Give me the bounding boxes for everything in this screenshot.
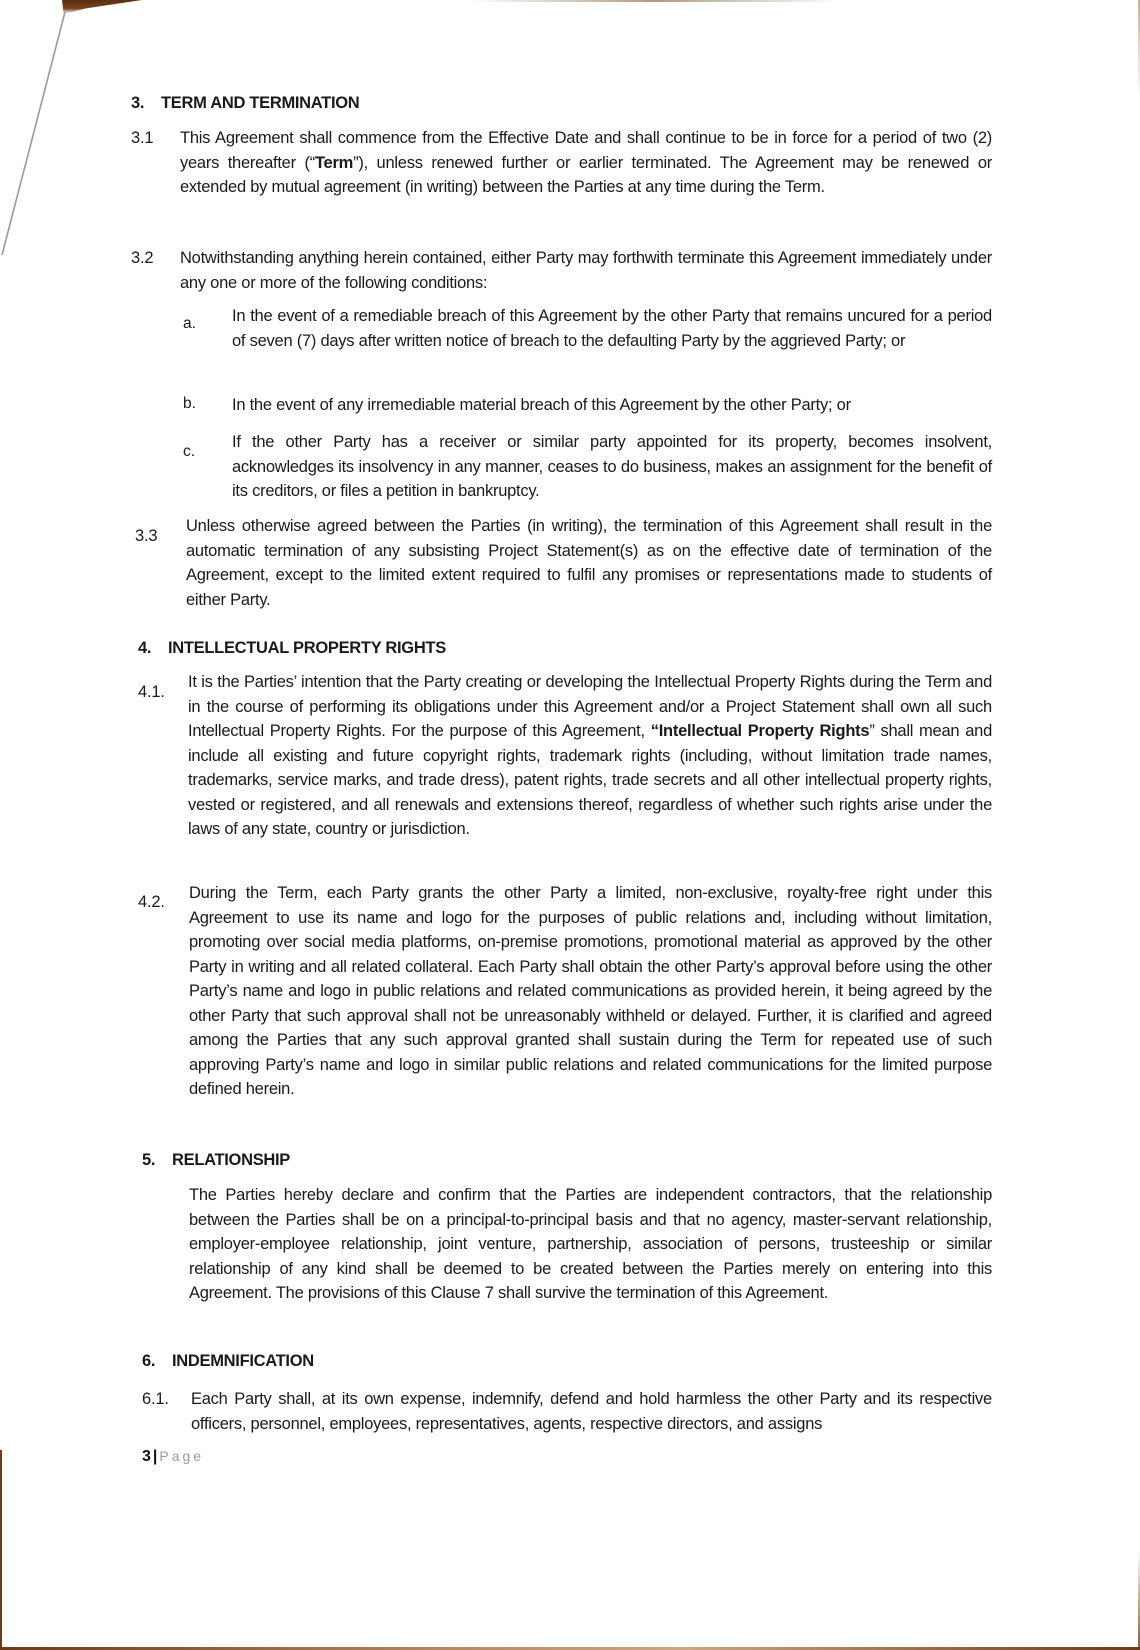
- clause-4-1: [188, 670, 992, 842]
- section-number: 4.: [138, 639, 152, 657]
- subclause-letter: c.: [183, 443, 196, 460]
- clause-3-2: Notwithstanding anything herein contained, either Party may forthwith terminate this Agreement immediately under any one or more of the following conditions:: [180, 249, 992, 292]
- subclause-c: If the other Party has a receiver or similar party appointed for its property, becomes insolvent, acknowledges its insolvency in any manner, ceases to do business, makes an assignment for the benefit of its creditors, or files a petition in bankruptcy.: [232, 433, 992, 500]
- clause-number: 3.2: [131, 249, 154, 267]
- clause-number: 4.1.: [138, 683, 165, 701]
- page-separator: |: [152, 1448, 158, 1465]
- section-heading-term-and-termination: [131, 94, 359, 113]
- paper-top-edge: [470, 0, 840, 2]
- section-number: 6.: [142, 1352, 156, 1370]
- paper-left-edge: [0, 1450, 2, 1650]
- page-label: Page: [159, 1448, 205, 1464]
- clause-number: 3.1: [131, 129, 154, 147]
- clause-text: ”), unless renewed further or earlier terminated. The Agreement may be renewed or extended by mutual agreement (in writing) between the Parties at any time during the Term.: [180, 153, 992, 196]
- section-title: INDEMNIFICATION: [172, 1352, 314, 1370]
- defined-term: “Intellectual Property Rights: [650, 722, 870, 740]
- section-title: TERM AND TERMINATION: [161, 94, 360, 112]
- section-title: INTELLECTUAL PROPERTY RIGHTS: [168, 639, 446, 657]
- section-number: 3.: [131, 94, 145, 112]
- clause-number: 6.1.: [142, 1390, 169, 1408]
- page-number: 3: [142, 1448, 151, 1465]
- clause-number: 3.3: [135, 527, 158, 545]
- clause-6-1: Each Party shall, at its own expense, indemnify, defend and hold harmless the other Party and its respective officers, personnel, employees, representatives, agents, respective directors, and assigns: [191, 1390, 992, 1433]
- section-title: RELATIONSHIP: [172, 1151, 291, 1169]
- clause-text: It is the Parties’ intention that the Party creating or developing the Intellectual Property Rights during the Term and in the course of performing its obligations under this Agreement and/or a Project Statement shall own all such Intellectual Property Rights. For the purpose of this Agreement,: [188, 673, 992, 740]
- clause-3-3: Unless otherwise agreed between the Parties (in writing), the termination of this Agreement shall result in the automatic termination of any subsisting Project Statement(s) as on the effective date of termination of the Agreement, except to the limited extent required to fulfil any promises or representations made to students of either Party.: [186, 517, 992, 609]
- section-heading-relationship: [142, 1151, 290, 1170]
- clause-3-1: [180, 126, 992, 200]
- section-heading-intellectual-property-rights: [138, 639, 446, 658]
- subclause-a: In the event of a remediable breach of this Agreement by the other Party that remains uncured for a period of seven (7) days after written notice of breach to the defaulting Party by the aggrieved Party; or: [232, 307, 992, 350]
- page-footer: [142, 1448, 204, 1466]
- subclause-letter: a.: [183, 315, 196, 332]
- paper-corner-shadow: [62, 0, 142, 14]
- clause-4-2: During the Term, each Party grants the other Party a limited, non-exclusive, royalty-free right under this Agreement to use its name and logo for the purposes of public relations and, including without limitation, promoting over social media platforms, on-premise promotions, promotional material as approved by the other Party in writing and all related collateral. Each Party shall obtain the other Party’s approval before using the other Party’s name and logo in public relations and related communications as provided herein, it being agreed by the other Party that such approval shall not be unreasonably withheld or delayed. Further, it is clarified and agreed among the Parties that any such approval granted shall sustain during the Term for repeated use of such approving Party’s name and logo in similar public relations and related communications for the limited purpose defined herein.: [189, 884, 992, 1098]
- clause-text: This Agreement shall commence from the Effective Date and shall continue to be in force for a period of two (2) years thereafter (“: [180, 129, 992, 172]
- defined-term: Term: [314, 153, 354, 172]
- paper-fold-line: [0, 0, 70, 260]
- clause-text: ” shall mean and include all existing and future copyright rights, trademark rights (including, without limitation trade names, trademarks, service marks, and trade dress), patent rights, trade secrets and all other intellectual property rights, vested or registered, and all renewals and extensions thereof, regardless of whether such rights arise under the laws of any state, country or jurisdiction.: [188, 722, 992, 838]
- subclause-b: In the event of any irremediable material breach of this Agreement by the other Party; or: [232, 396, 851, 414]
- section-heading-indemnification: [142, 1352, 314, 1371]
- clause-number: 4.2.: [138, 893, 165, 911]
- section-number: 5.: [142, 1151, 156, 1169]
- relationship-body: The Parties hereby declare and confirm that the Parties are independent contractors, that the relationship between the Parties shall be on a principal-to-principal basis and that no agency, master-servant relationship, employer-employee relationship, joint venture, partnership, association of persons, trusteeship or similar relationship of any kind shall be deemed to be created between the Parties merely on entering into this Agreement. The provisions of this Clause 7 shall survive the termination of this Agreement.: [189, 1186, 992, 1302]
- subclause-letter: b.: [183, 395, 196, 412]
